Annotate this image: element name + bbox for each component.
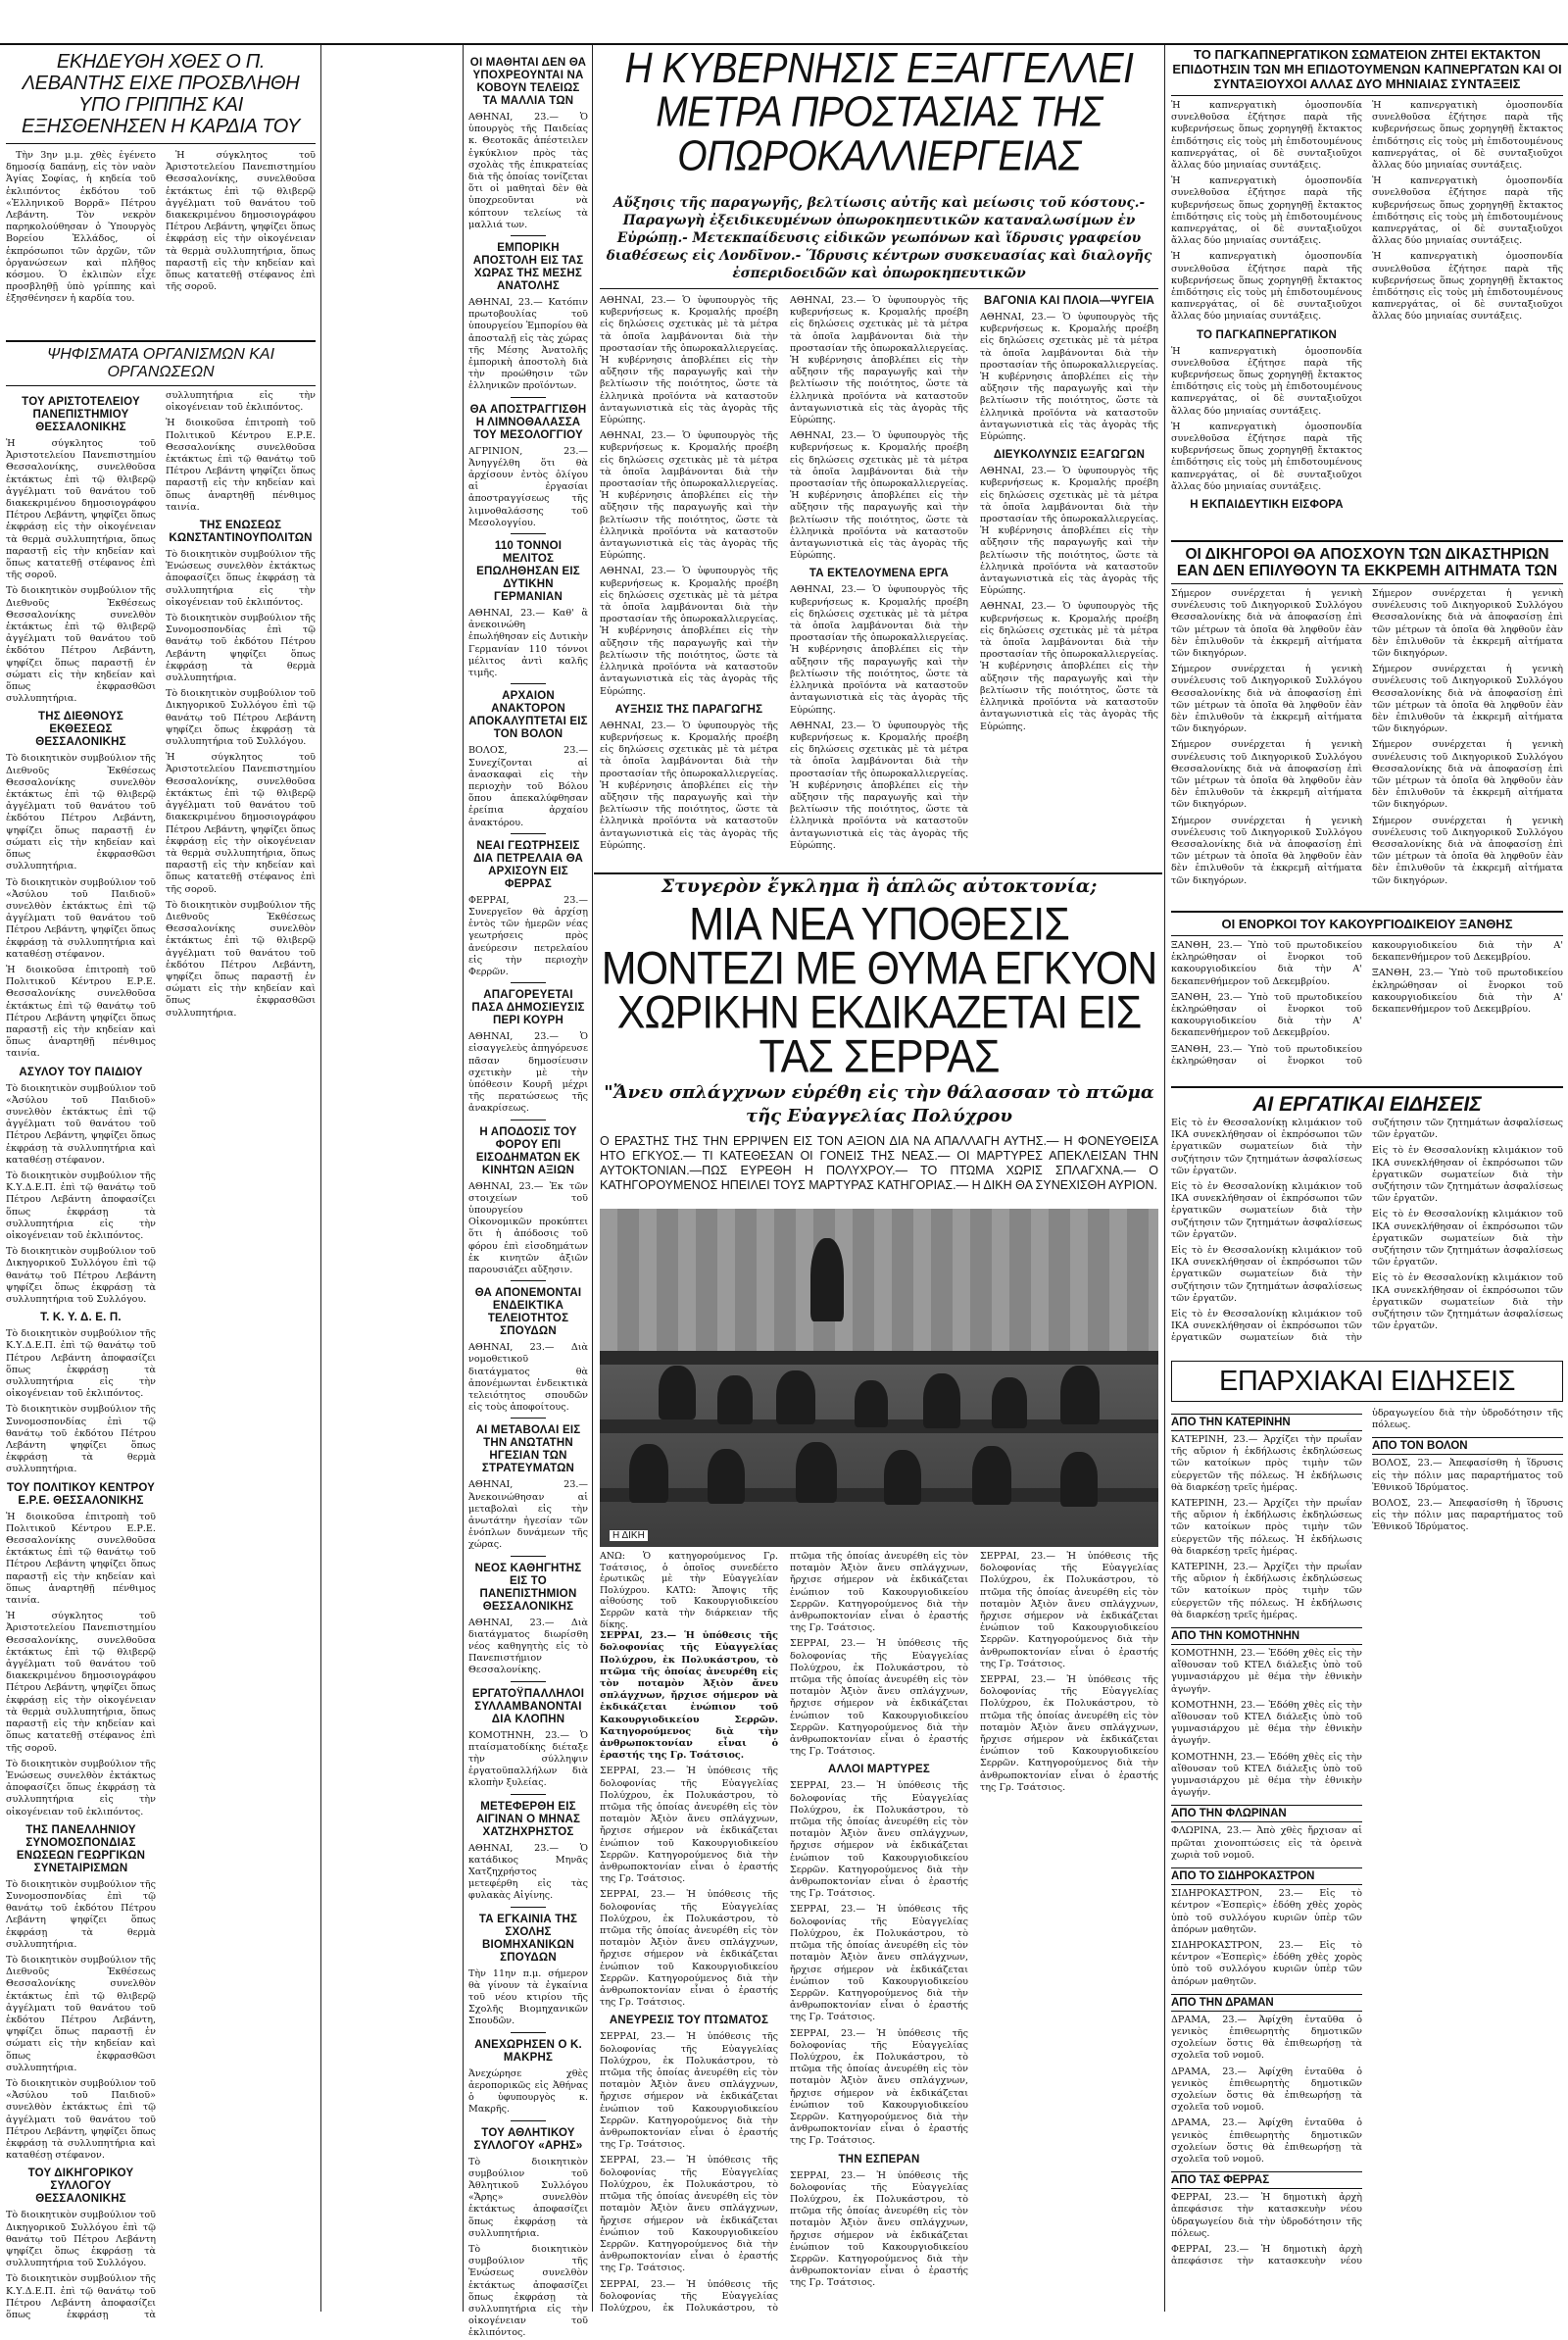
divider	[511, 2120, 547, 2121]
brief-text: ΑΘΗΝΑΙ, 23.— Καθ' ἃ ἀνεκοινώθη ἐπωλήθησαν εἰς Δυτικὴν Γερμανίαν 110 τόννοι μέλιτος ἀντὶ καλῆς τιμῆς.	[468, 608, 588, 679]
crime-paragraph: ΣΕΡΡΑΙ, 23.— Ἡ ὑπόθεσις τῆς δολοφονίας τῆς Εὐαγγελίας Πολύχρου, ἐκ Πολυκάστρου, τὸ πτῶμα τῆς ὁποίας ἀνευρέθη εἰς τὸν ποταμὸν Ἀξιὸν ἄνευ σπλάγχνων, ἤρχισε σήμερον νὰ ἐκδικάζεται ἐνώπιον τοῦ Κακουργιοδικείου Σερρῶν. Κατηγορούμενος διὰ τὴν ἀνθρωποκτονίαν εἶναι ὁ ἐραστής της Γρ. Τσάτσιος.	[790, 2027, 968, 2147]
region-head: ΑΠΟ ΤΑΣ ΦΕΡΡΑΣ	[1171, 2171, 1362, 2189]
lawyers-paragraph: Σήμερον συνέρχεται ἡ γενικὴ συνέλευσις τοῦ Δικηγορικοῦ Συλλόγου Θεσσαλονίκης διὰ νὰ ἀποφασίσῃ ἐπὶ τῶν μέτρων τὰ ὁποῖα θὰ ληφθοῦν ἐὰν δὲν ἐπιλυθοῦν τὰ ἐκκρεμῆ αἰτήματα τῶν δικηγόρων.	[1171, 588, 1362, 660]
crime-paragraph: ΣΕΡΡΑΙ, 23.— Ἡ ὑπόθεσις τῆς δολοφονίας τῆς Εὐαγγελίας Πολύχρου, ἐκ Πολυκάστρου, τὸ πτῶμα τῆς ὁποίας ἀνευρέθη εἰς τὸν ποταμὸν Ἀξιὸν ἄνευ σπλάγχνων, ἤρχισε σήμερον νὰ ἐκδικάζεται ἐνώπιον τοῦ Κακουργιοδικείου Σερρῶν. Κατηγορούμενος διὰ τὴν ἀνθρωποκτονίαν εἶναι ὁ ἐραστής της Γρ. Τσάτσιος.	[980, 1551, 1158, 1669]
column-rule	[463, 45, 464, 2312]
region-text: ΦΛΩΡΙΝΑ, 23.— Ἀπὸ χθὲς ἤρχισαν αἱ πρῶται χιονοπτώσεις εἰς τὰ ὀρεινὰ χωριὰ τοῦ νομοῦ.	[1171, 1825, 1362, 1861]
region-head: ΑΠΟ ΤΗΝ ΔΡΑΜΑΝ	[1171, 1994, 1362, 2012]
brief-head: ΝΕΟΣ ΚΑΘΗΓΗΤΗΣ ΕΙΣ ΤΟ ΠΑΝΕΠΙΣΤΗΜΙΟΝ ΘΕΣΣΑΛΟΝΙΚΗΣ	[474, 1562, 582, 1613]
lead-subhead: ΒΑΓΟΝΙΑ ΚΑΙ ΠΛΟΙΑ—ΨΥΓΕΙΑ	[984, 295, 1154, 307]
resolution-text: Τὸ διοικητικὸν συμβούλιον τοῦ Δικηγορικοῦ Συλλόγου ἐπὶ τῷ θανάτῳ τοῦ Πέτρου Λεβάντη ψηφίζει ὅπως ἐκφράσῃ τὰ συλλυπητήρια τοῦ Συλλόγου.	[6, 1246, 156, 1305]
brief-head: 110 ΤΟΝΝΟΙ ΜΕΛΙΤΟΣ ΕΠΩΛΗΘΗΣΑΝ ΕΙΣ ΔΥΤΙΚΗΝ ΓΕΡΜΑΝΙΑΝ	[476, 540, 580, 604]
lead-paragraph: ΑΘΗΝΑΙ, 23.— Ὁ ὑφυπουργὸς τῆς κυβερνήσεως κ. Κρομαλής προέβη εἰς δηλώσεις σχετικὰς μὲ τὰ μέτρα τὰ ὁποῖα λαμβάνονται διὰ τὴν προστασίαν τῆς ὀπωροκαλλιεργείας. Ἡ κυβέρνησις ἀποβλέπει εἰς τὴν αὔξησιν τῆς παραγωγῆς καὶ τὴν βελτίωσιν τῆς ποιότητος, ὥστε τὰ ἑλληνικὰ προϊόντα νὰ καταστοῦν ἀνταγωνιστικὰ εἰς τὰς ἀγορὰς τῆς Εὐρώπης.	[600, 720, 778, 851]
lead-body	[600, 295, 1158, 869]
labor-paragraph: Εἰς τὸ ἐν Θεσσαλονίκῃ κλιμάκιον τοῦ ΙΚΑ συνεκλήθησαν οἱ ἐκπρόσωποι τῶν ἐργατικῶν σωματείων διὰ τὴν συζήτησιν τῶν ζητημάτων ἀσφαλίσεως τῶν ἐργατῶν.	[1372, 1209, 1563, 1269]
divider	[511, 235, 547, 236]
resolution-text: Τὸ διοικητικὸν συμβούλιον τοῦ «Ἀσύλου τοῦ Παιδιοῦ» συνελθὸν ἐκτάκτως ἐπὶ τῷ ἀγγέλματι τοῦ θανάτου τοῦ Πέτρου Λεβάντη, ψηφίζει ὅπως ἐκφράσῃ τὰ συλλυπητήρια καὶ καταθέσῃ στέφανον.	[6, 1082, 156, 1166]
resolution-head: ΤΟΥ ΠΟΛΙΤΙΚΟΥ ΚΕΝΤΡΟΥ Ε.Ρ.Ε. ΘΕΣΣΑΛΟΝΙΚΗΣ	[6, 1481, 156, 1507]
photo-tag: Η ΔΙΚΗ	[610, 1530, 648, 1541]
labor-paragraph: Εἰς τὸ ἐν Θεσσαλονίκῃ κλιμάκιον τοῦ ΙΚΑ συνεκλήθησαν οἱ ἐκπρόσωποι τῶν ἐργατικῶν σωματείων διὰ τὴν συζήτησιν τῶν ζητημάτων ἀσφαλίσεως τῶν ἐργατῶν.	[1372, 1272, 1563, 1332]
brief-head: ΜΕΤΕΦΕΡΘΗ ΕΙΣ ΑΙΓΙΝΑΝ Ο ΜΗΝΑΣ ΧΑΤΖΗΧΡΗΣΤΟΣ	[475, 1800, 581, 1838]
labor-paragraph: Εἰς τὸ ἐν Θεσσαλονίκῃ κλιμάκιον τοῦ ΙΚΑ συνεκλήθησαν οἱ ἐκπρόσωποι τῶν ἐργατικῶν σωματείων διὰ τὴν συζήτησιν τῶν ζητημάτων ἀσφαλίσεως τῶν ἐργατῶν.	[1171, 1181, 1362, 1240]
resolution-head: ΤΗΣ ΕΝΩΣΕΩΣ ΚΩΝΣΤΑΝΤΙΝΟΥΠΟΛΙΤΩΝ	[169, 520, 313, 545]
resolution-text: Τὸ διοικητικὸν συμβούλιον τοῦ «Ἀσύλου τοῦ Παιδιοῦ» συνελθὸν ἐκτάκτως ἐπὶ τῷ ἀγγέλματι τοῦ θανάτου τοῦ Πέτρου Λεβάντη, ψηφίζει ὅπως ἐκφράσῃ τὰ συλλυπητήρια καὶ καταθέσῃ στέφανον.	[6, 2077, 156, 2162]
lawyers-body	[1171, 588, 1563, 907]
divider	[511, 982, 547, 983]
brief-item	[468, 540, 588, 679]
labor-paragraph: Εἰς τὸ ἐν Θεσσαλονίκῃ κλιμάκιον τοῦ ΙΚΑ συνεκλήθησαν οἱ ἐκπρόσωποι τῶν ἐργατικῶν σωματείων διὰ τὴν συζήτησιν τῶν ζητημάτων ἀσφαλίσεως τῶν ἐργατῶν.	[1171, 1118, 1362, 1176]
lawyers-paragraph: Σήμερον συνέρχεται ἡ γενικὴ συνέλευσις τοῦ Δικηγορικοῦ Συλλόγου Θεσσαλονίκης διὰ νὰ ἀποφασίσῃ ἐπὶ τῶν μέτρων τὰ ὁποῖα θὰ ληφθοῦν ἐὰν δὲν ἐπιλυθοῦν τὰ ἐκκρεμῆ αἰτήματα τῶν δικηγόρων.	[1171, 739, 1362, 811]
divider	[511, 2032, 547, 2033]
tobacco-paragraph: Ἡ καπνεργατικὴ ὁμοσπονδία συνελθοῦσα ἐζήτησε παρὰ τῆς κυβερνήσεως ὅπως χορηγηθῇ ἔκτακτος ἐπιδότησις εἰς τοὺς μὴ ἐπιδοτουμένους καπνεργάτας, οἱ δὲ συνταξιοῦχοι ἄλλας δύο μηνιαίας συντάξεις.	[1372, 175, 1563, 247]
divider	[511, 833, 547, 834]
brief-text: ΑΘΗΝΑΙ, 23.— Ὁ εἰσαγγελεὺς ἀπηγόρευσε πᾶσαν δημοσίευσιν σχετικὴν μὲ τὴν ὑπόθεσιν Κουρῆ μέχρι τῆς περατώσεως τῆς ἀνακρίσεως.	[468, 1031, 588, 1115]
lead-paragraph: ΑΘΗΝΑΙ, 23.— Ὁ ὑφυπουργὸς τῆς κυβερνήσεως κ. Κρομαλής προέβη εἰς δηλώσεις σχετικὰς μὲ τὰ μέτρα τὰ ὁποῖα λαμβάνονται διὰ τὴν προστασίαν τῆς ὀπωροκαλλιεργείας. Ἡ κυβέρνησις ἀποβλέπει εἰς τὴν αὔξησιν τῆς παραγωγῆς καὶ τὴν βελτίωσιν τῆς ποιότητος, ὥστε τὰ ἑλληνικὰ προϊόντα νὰ καταστοῦν ἀνταγωνιστικὰ εἰς τὰς ἀγορὰς τῆς Εὐρώπης.	[790, 430, 968, 562]
court-photo	[600, 1209, 1158, 1547]
region-text: ΚΑΤΕΡΙΝΗ, 23.— Ἀρχίζει τὴν πρωΐαν τῆς αὔριον ἡ ἐκδήλωσις ἐκδηλώσεως τῶν κατοίκων πρὸς τιμὴν τῶν εὐεργετῶν τῆς πόλεως. Ἡ ἐκδήλωσις θὰ διαρκέσῃ τρεῖς ἡμέρας.	[1171, 1434, 1362, 1493]
lawyers-paragraph: Σήμερον συνέρχεται ἡ γενικὴ συνέλευσις τοῦ Δικηγορικοῦ Συλλόγου Θεσσαλονίκης διὰ νὰ ἀποφασίσῃ ἐπὶ τῶν μέτρων τὰ ὁποῖα θὰ ληφθοῦν ἐὰν δὲν ἐπιλυθοῦν τὰ ἐκκρεμῆ αἰτήματα τῶν δικηγόρων.	[1171, 815, 1362, 886]
lawyers-paragraph: Σήμερον συνέρχεται ἡ γενικὴ συνέλευσις τοῦ Δικηγορικοῦ Συλλόγου Θεσσαλονίκης διὰ νὰ ἀποφασίσῃ ἐπὶ τῶν μέτρων τὰ ὁποῖα θὰ ληφθοῦν ἐὰν δὲν ἐπιλυθοῦν τὰ ἐκκρεμῆ αἰτήματα τῶν δικηγόρων.	[1171, 664, 1362, 735]
labor-paragraph: Εἰς τὸ ἐν Θεσσαλονίκῃ κλιμάκιον τοῦ ΙΚΑ συνεκλήθησαν οἱ ἐκπρόσωποι τῶν ἐργατικῶν σωματείων διὰ τὴν συζήτησιν τῶν ζητημάτων ἀσφαλίσεως τῶν ἐργατῶν.	[1372, 1145, 1563, 1205]
lawyers-paragraph: Σήμερον συνέρχεται ἡ γενικὴ συνέλευσις τοῦ Δικηγορικοῦ Συλλόγου Θεσσαλονίκης διὰ νὰ ἀποφασίσῃ ἐπὶ τῶν μέτρων τὰ ὁποῖα θὰ ληφθοῦν ἐὰν δὲν ἐπιλυθοῦν τὰ ἐκκρεμῆ αἰτήματα τῶν δικηγόρων.	[1372, 588, 1563, 660]
lawyers-headline: ΟΙ ΔΙΚΗΓΟΡΟΙ ΘΑ ΑΠΟΣΧΟΥΝ ΤΩΝ ΔΙΚΑΣΤΗΡΙΩΝ ΕΑΝ ΔΕΝ ΕΠΙΛΥΘΟΥΝ ΤΑ ΕΚΚΡΕΜΗ ΑΙΤΗΜΑΤΑ ΤΩΝ	[1176, 546, 1558, 579]
tobacco-body	[1171, 100, 1563, 536]
brief-text: ΑΘΗΝΑΙ, 23.— Διὰ νομοθετικοῦ διατάγματος θὰ ἀπονέμωνται ἐνδεικτικὰ τελειότητος σπουδῶν εἰς τοὺς ἀποφοίτους.	[468, 1342, 588, 1414]
divider	[1171, 583, 1563, 584]
lawyers-paragraph: Σήμερον συνέρχεται ἡ γενικὴ συνέλευσις τοῦ Δικηγορικοῦ Συλλόγου Θεσσαλονίκης διὰ νὰ ἀποφασίσῃ ἐπὶ τῶν μέτρων τὰ ὁποῖα θὰ ληφθοῦν ἐὰν δὲν ἐπιλυθοῦν τὰ ἐκκρεμῆ αἰτήματα τῶν δικηγόρων.	[1372, 664, 1563, 735]
lead-paragraph: Ἡ σύγκλητος τοῦ Ἀριστοτελείου Πανεπιστημίου Θεσσαλονίκης, συνελθοῦσα ἐκτάκτως ἐπὶ τῷ θλιβερῷ ἀγγέλματι τοῦ θανάτου τοῦ διακεκριμένου δημοσιογράφου Πέτρου Λεβάντη, ψηφίζει ὅπως ἐκφράσῃ εἰς τὴν οἰκογένειαν τὰ θερμὰ συλλυπητήρια, ὅπως παραστῇ εἰς τὴν κηδείαν καὶ ὅπως κατατεθῇ στέφανος ἐπὶ τῆς σοροῦ.	[166, 150, 316, 293]
brief-head: ΤΟΥ ΑΘΛΗΤΙΚΟΥ ΣΥΛΛΟΓΟΥ «ΑΡΗΣ»	[473, 2126, 583, 2152]
resolution-head: ΤΗΣ ΔΙΕΘΝΟΥΣ ΕΚΘΕΣΕΩΣ ΘΕΣΣΑΛΟΝΙΚΗΣ	[35, 711, 126, 749]
labor-paragraph: Εἰς τὸ ἐν Θεσσαλονίκῃ κλιμάκιον τοῦ ΙΚΑ συνεκλήθησαν οἱ ἐκπρόσωποι τῶν ἐργατικῶν σωματείων διὰ τὴν συζήτησιν τῶν ζητημάτων ἀσφαλίσεως τῶν ἐργατῶν.	[1171, 1118, 1563, 1344]
labor-paragraph: Εἰς τὸ ἐν Θεσσαλονίκῃ κλιμάκιον τοῦ ΙΚΑ συνεκλήθησαν οἱ ἐκπρόσωποι τῶν ἐργατικῶν σωματείων διὰ τὴν συζήτησιν τῶν ζητημάτων ἀσφαλίσεως τῶν ἐργατῶν.	[1171, 1245, 1362, 1304]
tobacco-paragraph: Ἡ καπνεργατικὴ ὁμοσπονδία συνελθοῦσα ἐζήτησε παρὰ τῆς κυβερνήσεως ὅπως χορηγηθῇ ἔκτακτος ἐπιδότησις εἰς τοὺς μὴ ἐπιδοτουμένους καπνεργάτας, οἱ δὲ συνταξιοῦχοι ἄλλας δύο μηνιαίας συντάξεις.	[1171, 251, 1362, 323]
brief-head: ΟΙ ΜΑΘΗΤΑΙ ΔΕΝ ΘΑ ΥΠΟΧΡΕΟΥΝΤΑΙ ΝΑ ΚΟΒΟΥΝ ΤΕΛΕΙΩΣ ΤΑ ΜΑΛΛΙΑ ΤΩΝ	[469, 57, 587, 107]
tobacco-paragraph: Ἡ καπνεργατικὴ ὁμοσπονδία συνελθοῦσα ἐζήτησε παρὰ τῆς κυβερνήσεως ὅπως χορηγηθῇ ἔκτακτος ἐπιδότησις εἰς τοὺς μὴ ἐπιδοτουμένους καπνεργάτας, οἱ δὲ συνταξιοῦχοι ἄλλας δύο μηνιαίας συντάξεις.	[1171, 345, 1362, 417]
lead-paragraph: ΑΘΗΝΑΙ, 23.— Ὁ ὑφυπουργὸς τῆς κυβερνήσεως κ. Κρομαλής προέβη εἰς δηλώσεις σχετικὰς μὲ τὰ μέτρα τὰ ὁποῖα λαμβάνονται διὰ τὴν προστασίαν τῆς ὀπωροκαλλιεργείας. Ἡ κυβέρνησις ἀποβλέπει εἰς τὴν αὔξησιν τῆς παραγωγῆς καὶ τὴν βελτίωσιν τῆς ποιότητος, ὥστε τὰ ἑλληνικὰ προϊόντα νὰ καταστοῦν ἀνταγωνιστικὰ εἰς τὰς ἀγορὰς τῆς Εὐρώπης.	[790, 584, 968, 716]
resolution-text: Τὸ διοικητικὸν συμβούλιον τῆς Ἑνώσεως συνελθὸν ἐκτάκτως ἀποφασίζει ὅπως ἐκφράσῃ τὰ συλλυπητήρια εἰς τὴν οἰκογένειαν τοῦ ἐκλιπόντος.	[6, 1758, 156, 1817]
crime-paragraph: ΣΕΡΡΑΙ, 23.— Ἡ ὑπόθεσις τῆς δολοφονίας τῆς Εὐαγγελίας Πολύχρου, ἐκ Πολυκάστρου, τὸ πτῶμα τῆς ὁποίας ἀνευρέθη εἰς τὸν ποταμὸν Ἀξιὸν ἄνευ σπλάγχνων, ἤρχισε σήμερον νὰ ἐκδικάζεται ἐνώπιον τοῦ Κακουργιοδικείου Σερρῶν. Κατηγορούμενος διὰ τὴν ἀνθρωποκτονίαν εἶναι ὁ ἐραστής της Γρ. Τσάτσιος.	[600, 2155, 778, 2274]
brief-head: ΤΑ ΕΓΚΑΙΝΙΑ ΤΗΣ ΣΧΟΛΗΣ ΒΙΟΜΗΧΑΝΙΚΩΝ ΣΠΟΥΔΩΝ	[478, 1913, 578, 1964]
crime-paragraph: ΣΕΡΡΑΙ, 23.— Ἡ ὑπόθεσις τῆς δολοφονίας τῆς Εὐαγγελίας Πολύχρου, ἐκ Πολυκάστρου, τὸ πτῶμα τῆς ὁποίας ἀνευρέθη εἰς τὸν ποταμὸν Ἀξιὸν ἄνευ σπλάγχνων, ἤρχισε σήμερον νὰ ἐκδικάζεται ἐνώπιον τοῦ Κακουργιοδικείου Σερρῶν. Κατηγορούμενος διὰ τὴν ἀνθρωποκτονίαν εἶναι ὁ ἐραστής της Γρ. Τσάτσιος.	[600, 2031, 778, 2151]
lead-subhead: ΔΙΕΥΚΟΛΥΝΣΙΣ ΕΞΑΓΩΓΩΝ	[993, 449, 1146, 462]
lead-paragraph: ΑΘΗΝΑΙ, 23.— Ὁ ὑφυπουργὸς τῆς κυβερνήσεως κ. Κρομαλής προέβη εἰς δηλώσεις σχετικὰς μὲ τὰ μέτρα τὰ ὁποῖα λαμβάνονται διὰ τὴν προστασίαν τῆς ὀπωροκαλλιεργείας. Ἡ κυβέρνησις ἀποβλέπει εἰς τὴν αὔξησιν τῆς παραγωγῆς καὶ τὴν βελτίωσιν τῆς ποιότητος, ὥστε τὰ ἑλληνικὰ προϊόντα νὰ καταστοῦν ἀνταγωνιστικὰ εἰς τὰς ἀγορὰς τῆς Εὐρώπης.	[980, 466, 1158, 597]
brief-item	[468, 2039, 588, 2116]
divider	[511, 1556, 547, 1557]
jurors-paragraph: ΞΑΝΘΗ, 23.— Ὑπὸ τοῦ πρωτοδικείου ἐκληρώθησαν οἱ ἔνορκοι τοῦ κακουργιοδικείου διὰ τὴν Α' δεκαπενθήμερον τοῦ Δεκεμβρίου.	[1171, 940, 1563, 1067]
resolutions-title: ΨΗΦΙΣΜΑΤΑ ΟΡΓΑΝΙΣΜΩΝ ΚΑΙ ΟΡΓΑΝΩΣΕΩΝ	[46, 346, 275, 380]
brief-text: ΑΘΗΝΑΙ, 23.— Ἀνεκοινώθησαν αἱ μεταβολαὶ εἰς τὴν ἀνωτάτην ἡγεσίαν τῶν ἐνόπλων δυνάμεων τῆς χώρας.	[468, 1479, 588, 1551]
tobacco-subhead: ΤΟ ΠΑΓΚΑΠΝΕΡΓΑΤΙΚΟΝ	[1196, 328, 1338, 341]
crime-paragraph: ΣΕΡΡΑΙ, 23.— Ἡ ὑπόθεσις τῆς δολοφονίας τῆς Εὐαγγελίας Πολύχρου, ἐκ Πολυκάστρου, τὸ πτῶμα τῆς ὁποίας ἀνευρέθη εἰς τὸν ποταμὸν Ἀξιὸν ἄνευ σπλάγχνων, ἤρχισε σήμερον νὰ ἐκδικάζεται ἐνώπιον τοῦ Κακουργιοδικείου Σερρῶν. Κατηγορούμενος διὰ τὴν ἀνθρωποκτονίαν εἶναι ὁ ἐραστής της Γρ. Τσάτσιος.	[980, 1674, 1158, 1793]
resolution-text: Τὸ διοικητικὸν συμβούλιον τῆς Διεθνοῦς Ἐκθέσεως Θεσσαλονίκης συνελθὸν ἐκτάκτως ἐπὶ τῷ θλιβερῷ ἀγγέλματι τοῦ θανάτου τοῦ ἐκδότου Πέτρου Λεβάντη, ψηφίζει ὅπως παραστῇ ἐν σώματι εἰς τὴν κηδείαν καὶ ὅπως ἐκφρασθῶσι συλλυπητήρια.	[6, 753, 156, 872]
crime-deck: Ο ΕΡΑΣΤΗΣ ΤΗΣ ΤΗΝ ΕΡΡΙΨΕΝ ΕΙΣ ΤΟΝ ΑΞΙΟΝ ΔΙΑ ΝΑ ΑΠΑΛΛΑΓΗ ΑΥΤΗΣ.— Η ΦΟΝΕΥΘΕΙΣΑ ΗΤΟ ΕΓΚΥΟΣ.— ΤΙ ΚΑΤΕΘΕΣΑΝ ΟΙ ΓΟΝΕΙΣ ΤΗΣ ΝΕΑΣ.— ΟΙ ΜΑΡΤΥΡΕΣ ΑΠΕΚΛΕΙΣΑΝ ΤΗΝ ΑΥΤΟΚΤΟΝΙΑΝ.—ΠΩΣ ΕΥΡΕΘΗ Η ΠΟΛΥΧΡΟΥ.— ΤΟ ΠΤΩΜΑ ΧΩΡΙΣ ΣΠΛΑΓΧΝΑ.— Ο ΚΑΤΗΓΟΡΟΥΜΕΝΟΣ ΗΠΕΙΛΕΙ ΤΟΥΣ ΜΑΡΤΥΡΑΣ ΚΑΤΗΓΟΡΙΑΣ.— Η ΔΙΚΗ ΘΑ ΣΥΝΕΧΙΣΘΗ ΑΥΡΙΟΝ.	[600, 1134, 1158, 1192]
jurors-paragraph: ΞΑΝΘΗ, 23.— Ὑπὸ τοῦ πρωτοδικείου ἐκληρώθησαν οἱ ἔνορκοι τοῦ κακουργιοδικείου διὰ τὴν Α' δεκαπενθήμερον τοῦ Δεκεμβρίου.	[1171, 940, 1362, 987]
resolution-head: ΤΗΣ ΠΑΝΕΛΛΗΝΙΟΥ ΣΥΝΟΜΟΣΠΟΝΔΙΑΣ ΕΝΩΣΕΩΝ ΓΕΩΡΓΙΚΩΝ ΣΥΝΕΤΑΙΡΙΣΜΩΝ	[16, 1823, 146, 1874]
resolution-text: Τὸ διοικητικὸν συμβούλιον τοῦ Δικηγορικοῦ Συλλόγου ἐπὶ τῷ θανάτῳ τοῦ Πέτρου Λεβάντη ψηφίζει ὅπως ἐκφράσῃ τὰ συλλυπητήρια τοῦ Συλλόγου.	[6, 2210, 156, 2269]
left-headline: ΕΚΗΔΕΥΘΗ ΧΘΕΣ Ο Π. ΛΕΒΑΝΤΗΣ ΕΙΧΕ ΠΡΟΣΒΛΗΘΗ ΥΠΟ ΓΡΙΠΠΗΣ ΚΑΙ ΕΞΗΣΘΕΝΗΣΕΝ Η ΚΑΡΔΙΑ ΤΟΥ	[22, 51, 300, 137]
lead-article	[600, 44, 1158, 871]
resolution-head: ΑΣΥΛΟΥ ΤΟΥ ΠΑΙΔΙΟΥ	[19, 1066, 143, 1078]
crime-paragraph: ΣΕΡΡΑΙ, 23.— Ἡ ὑπόθεσις τῆς δολοφονίας τῆς Εὐαγγελίας Πολύχρου, ἐκ Πολυκάστρου, τὸ πτῶμα τῆς ὁποίας ἀνευρέθη εἰς τὸν ποταμὸν Ἀξιὸν ἄνευ σπλάγχνων, ἤρχισε σήμερον νὰ ἐκδικάζεται ἐνώπιον τοῦ Κακουργιοδικείου Σερρῶν. Κατηγορούμενος διὰ τὴν ἀνθρωποκτονίαν εἶναι ὁ ἐραστής της Γρ. Τσάτσιος.	[790, 1780, 968, 1900]
lead-subhead: ΤΑ ΕΚΤΕΛΟΥΜΕΝΑ ΕΡΓΑ	[808, 568, 950, 580]
region-text: ΒΟΛΟΣ, 23.— Ἀπεφασίσθη ἡ ἵδρυσις εἰς τὴν πόλιν μας παραρτήματος τοῦ Ἐθνικοῦ Ἱδρύματος.	[1372, 1458, 1563, 1493]
brief-text: Τὴν 11ην π.μ. σήμερον θὰ γίνουν τὰ ἐγκαίνια τοῦ νέου κτιρίου τῆς Σχολῆς Βιομηχανικῶν Σπουδῶν.	[468, 1967, 588, 2027]
jurors-paragraph: ΞΑΝΘΗ, 23.— Ὑπὸ τοῦ πρωτοδικείου ἐκληρώθησαν οἱ ἔνορκοι τοῦ κακουργιοδικείου διὰ τὴν Α' δεκαπενθήμερον τοῦ Δεκεμβρίου.	[1372, 968, 1563, 1016]
tobacco-paragraph: Ἡ καπνεργατικὴ ὁμοσπονδία συνελθοῦσα ἐζήτησε παρὰ τῆς κυβερνήσεως ὅπως χορηγηθῇ ἔκτακτος ἐπιδότησις εἰς τοὺς μὴ ἐπιδοτουμένους καπνεργάτας, οἱ δὲ συνταξιοῦχοι ἄλλας δύο μηνιαίας συντάξεις.	[1372, 100, 1563, 172]
resolution-text: Τὸ διοικητικὸν συμβούλιον τῆς Ἑνώσεως συνελθὸν ἐκτάκτως ἀποφασίζει ὅπως ἐκφράσῃ τὰ συλλυπητήρια εἰς τὴν οἰκογένειαν τοῦ ἐκλιπόντος.	[166, 549, 316, 608]
region-text: ΦΕΡΡΑΙ, 23.— Ἡ δημοτικὴ ἀρχὴ ἀπεφάσισε τὴν κατασκευὴν νέου ὑδραγωγείου διὰ τὴν ὑδροδότησιν τῆς πόλεως.	[1171, 1408, 1563, 2267]
lead-headline: Η ΚΥΒΕΡΝΗΣΙΣ ΕΞΑΓΓΕΛΛΕΙ ΜΕΤΡΑ ΠΡΟΣΤΑΣΙΑΣ ΤΗΣ ΟΠΩΡΟΚΑΛΛΙΕΡΓΕΙΑΣ	[624, 44, 1134, 180]
jurors-paragraph: ΞΑΝΘΗ, 23.— Ὑπὸ τοῦ πρωτοδικείου ἐκληρώθησαν οἱ ἔνορκοι τοῦ κακουργιοδικείου διὰ τὴν Α' δεκαπενθήμερον τοῦ Δεκεμβρίου.	[1171, 991, 1362, 1039]
crime-subhead: ΑΝΕΥΡΕΣΙΣ ΤΟΥ ΠΤΩΜΑΤΟΣ	[609, 2015, 769, 2027]
left-lead-text	[6, 150, 316, 336]
divider	[1171, 95, 1563, 96]
brief-text: ΚΟΜΟΤΗΝΗ, 23.— Ὁ πταίσματοδίκης διέταξε τὴν σύλληψιν ἐργατοϋπαλλήλων διὰ κλοπὴν ξυλείας.	[468, 1729, 588, 1789]
brief-item	[468, 242, 588, 393]
province-body	[1171, 1408, 1563, 2270]
brief-text: ΑΘΗΝΑΙ, 23.— Κατόπιν πρωτοβουλίας τοῦ ὑπουργείου Ἐμπορίου θὰ ἀποσταλῇ εἰς τὰς χώρας τῆς Μέσης Ἀνατολῆς ἐμπορικὴ ἀποστολὴ διὰ τὴν προώθησιν τῶν ἑλληνικῶν προϊόντων.	[468, 297, 588, 392]
divider	[511, 1418, 547, 1419]
brief-text: ΑΘΗΝΑΙ, 23.— Ὁ κατάδικος Μηνᾶς Χατζηχρήστος μετεφέρθη εἰς τὰς φυλακὰς Αἰγίνης.	[468, 1842, 588, 1902]
brief-item	[468, 2127, 588, 2340]
crime-kicker: Στυγερὸν ἔγκλημα ἢ ἁπλῶς αὐτοκτονία;	[661, 875, 1098, 897]
resolution-item	[6, 1482, 156, 1818]
region-text: ΔΡΑΜΑ, 23.— Ἀφίχθη ἐνταῦθα ὁ γενικὸς ἐπιθεωρητὴς δημοτικῶν σχολείων ὅστις θὰ ἐπιθεωρήσῃ τὰ σχολεῖα τοῦ νομοῦ.	[1171, 2066, 1362, 2114]
brief-head: ΑΠΑΓΟΡΕΥΕΤΑΙ ΠΑΣΑ ΔΗΜΟΣΙΕΥΣΙΣ ΠΕΡΙ ΚΟΥΡΗ	[471, 989, 585, 1027]
lead-paragraph: ΑΘΗΝΑΙ, 23.— Ὁ ὑφυπουργὸς τῆς κυβερνήσεως κ. Κρομαλής προέβη εἰς δηλώσεις σχετικὰς μὲ τὰ μέτρα τὰ ὁποῖα λαμβάνονται διὰ τὴν προστασίαν τῆς ὀπωροκαλλιεργείας. Ἡ κυβέρνησις ἀποβλέπει εἰς τὴν αὔξησιν τῆς παραγωγῆς καὶ τὴν βελτίωσιν τῆς ποιότητος, ὥστε τὰ ἑλληνικὰ προϊόντα νὰ καταστοῦν ἀνταγωνιστικὰ εἰς τὰς ἀγορὰς τῆς Εὐρώπης.	[600, 430, 778, 562]
labor-headline: ΑΙ ΕΡΓΑΤΙΚΑΙ ΕΙΔΗΣΕΙΣ	[1252, 1093, 1482, 1116]
labor-body	[1171, 1118, 1563, 1353]
resolutions-list	[6, 390, 316, 2331]
region-head: ΑΠΟ ΤΟ ΣΙΔΗΡΟΚΑΣΤΡΟΝ	[1171, 1867, 1362, 1885]
brief-item	[468, 1801, 588, 1903]
brief-item	[468, 840, 588, 978]
brief-head: ΘΑ ΑΠΟΣΤΡΑΓΓΙΣΘΗ Η ΛΙΜΝΟΘΑΛΑΣΣΑ ΤΟΥ ΜΕΣΟΛΟΓΓΙΟΥ	[469, 403, 587, 441]
brief-item	[468, 1688, 588, 1790]
tobacco-headline: ΤΟ ΠΑΓΚΑΠΝΕΡΓΑΤΙΚΟΝ ΣΩΜΑΤΕΙΟΝ ΖΗΤΕΙ ΕΚΤΑΚΤΟΝ ΕΠΙΔΟΤΗΣΙΝ ΤΩΝ ΜΗ ΕΠΙΔΟΤΟΥΜΕΝΩΝ ΚΑΠΝΕΡΓΑΤΩΝ ΚΑΙ ΟΙ ΣΥΝΤΑΞΙΟΥΧΟΙ ΑΛΛΑΣ ΔΥΟ ΜΗΝΙΑΙΑΣ ΣΥΝΤΑΞΕΙΣ	[1172, 47, 1562, 91]
resolution-head: ΤΟΥ ΔΙΚΗΓΟΡΙΚΟΥ ΣΥΛΛΟΓΟΥ ΘΕΣΣΑΛΟΝΙΚΗΣ	[27, 2167, 134, 2206]
divider	[6, 385, 316, 386]
brief-item	[468, 1126, 588, 1277]
brief-head: ΘΑ ΑΠΟΝΕΜΟΝΤΑΙ ΕΝΔΕΙΚΤΙΚΑ ΤΕΛΕΙΟΤΗΤΟΣ ΣΠΟΥΔΩΝ	[474, 1287, 582, 1338]
column-rule	[320, 45, 321, 2312]
crime-paragraph: ΣΕΡΡΑΙ, 23.— Ἡ ὑπόθεσις τῆς δολοφονίας τῆς Εὐαγγελίας Πολύχρου, ἐκ Πολυκάστρου, τὸ πτῶμα τῆς ὁποίας ἀνευρέθη εἰς τὸν ποταμὸν Ἀξιὸν ἄνευ σπλάγχνων, ἤρχισε σήμερον νὰ ἐκδικάζεται ἐνώπιον τοῦ Κακουργιοδικείου Σερρῶν. Κατηγορούμενος διὰ τὴν ἀνθρωποκτονίαν εἶναι ὁ ἐραστής της Γρ. Τσάτσιος.	[600, 1766, 778, 1885]
tobacco-paragraph: Ἡ καπνεργατικὴ ὁμοσπονδία συνελθοῦσα ἐζήτησε παρὰ τῆς κυβερνήσεως ὅπως χορηγηθῇ ἔκτακτος ἐπιδότησις εἰς τοὺς μὴ ἐπιδοτουμένους καπνεργάτας, οἱ δὲ συνταξιοῦχοι ἄλλας δύο μηνιαίας συντάξεις.	[1372, 251, 1563, 323]
brief-item	[468, 989, 588, 1115]
resolution-item	[6, 1312, 156, 1475]
brief-head: ΕΡΓΑΤΟΫΠΑΛΛΗΛΟΙ ΣΥΛΛΑΜΒΑΝΟΝΤΑΙ ΔΙΑ ΚΛΟΠΗΝ	[471, 1687, 585, 1725]
resolution-item	[6, 1067, 156, 1307]
divider	[1171, 540, 1563, 542]
divider	[6, 143, 316, 144]
divider	[1171, 911, 1563, 913]
region-head: ΑΠΟ ΤΗΝ ΦΛΩΡΙΝΑΝ	[1171, 1805, 1362, 1822]
resolution-head: ΤΟΥ ΑΡΙΣΤΟΤΕΛΕΙΟΥ ΠΑΝΕΠΙΣΤΗΜΙΟΥ ΘΕΣΣΑΛΟΝΙΚΗΣ	[22, 396, 140, 433]
crime-paragraph: ΣΕΡΡΑΙ, 23.— Ἡ ὑπόθεσις τῆς δολοφονίας τῆς Εὐαγγελίας Πολύχρου, ἐκ Πολυκάστρου, τὸ πτῶμα τῆς ὁποίας ἀνευρέθη εἰς τὸν ποταμὸν Ἀξιὸν ἄνευ σπλάγχνων, ἤρχισε σήμερον νὰ ἐκδικάζεται ἐνώπιον τοῦ Κακουργιοδικείου Σερρῶν. Κατηγορούμενος διὰ τὴν ἀνθρωποκτονίαν εἶναι ὁ ἐραστής της Γρ. Τσάτσιος.	[790, 2169, 968, 2289]
lead-paragraph: ΑΘΗΝΑΙ, 23.— Ὁ ὑφυπουργὸς τῆς κυβερνήσεως κ. Κρομαλής προέβη εἰς δηλώσεις σχετικὰς μὲ τὰ μέτρα τὰ ὁποῖα λαμβάνονται διὰ τὴν προστασίαν τῆς ὀπωροκαλλιεργείας. Ἡ κυβέρνησις ἀποβλέπει εἰς τὴν αὔξησιν τῆς παραγωγῆς καὶ τὴν βελτίωσιν τῆς ποιότητος, ὥστε τὰ ἑλληνικὰ προϊόντα νὰ καταστοῦν ἀνταγωνιστικὰ εἰς τὰς ἀγορὰς τῆς Εὐρώπης.	[980, 601, 1158, 732]
crime-subhead: ΤΗΝ ΕΣΠΕΡΑΝ	[838, 2153, 920, 2166]
region-text: ΚΟΜΟΤΗΝΗ, 23.— Ἐδόθη χθὲς εἰς τὴν αἴθουσαν τοῦ ΚΤΕΛ διάλεξις ὑπὸ τοῦ γυμνασιάρχου μὲ θέμα τὴν ἐθνικὴν ἀγωγήν.	[1171, 1751, 1362, 1799]
brief-text: ΒΟΛΟΣ, 23.— Συνεχίζονται αἱ ἀνασκαφαὶ εἰς τὴν περιοχὴν τοῦ Βόλου ὅπου ἀπεκαλύφθησαν ἐρείπια ἀρχαίου ἀνακτόρου.	[468, 745, 588, 828]
brief-item	[468, 1563, 588, 1677]
brief-head: ΝΕΑΙ ΓΕΩΤΡΗΣΕΙΣ ΔΙΑ ΠΕΤΡΕΛΑΙΑ ΘΑ ΑΡΧΙΣΟΥΝ ΕΙΣ ΦΕΡΡΑΣ	[472, 839, 584, 890]
brief-text: ΑΘΗΝΑΙ, 23.— Ἐκ τῶν στοιχείων τοῦ ὑπουργείου Οἰκονομικῶν προκύπτει ὅτι ἡ ἀπόδοσις τοῦ φόρου ἐπὶ εἰσοδημάτων ἐκ κινητῶν ἀξιῶν παρουσιάζει αὔξησιν.	[468, 1180, 588, 1275]
brief-text: Τὸ διοικητικὸν συμβούλιον τῆς Ἑνώσεως συνελθὸν ἐκτάκτως ἀποφασίζει ὅπως ἐκφράσῃ τὰ συλλυπητήρια εἰς τὴν οἰκογένειαν τοῦ ἐκλιπόντος.	[468, 2243, 588, 2339]
crime-paragraph: ΣΕΡΡΑΙ, 23.— Ἡ ὑπόθεσις τῆς δολοφονίας τῆς Εὐαγγελίας Πολύχρου, ἐκ Πολυκάστρου, τὸ πτῶμα τῆς ὁποίας ἀνευρέθη εἰς τὸν ποταμὸν Ἀξιὸν ἄνευ σπλάγχνων, ἤρχισε σήμερον νὰ ἐκδικάζεται ἐνώπιον τοῦ Κακουργιοδικείου Σερρῶν. Κατηγορούμενος διὰ τὴν ἀνθρωποκτονίαν εἶναι ὁ ἐραστής της Γρ. Τσάτσιος.	[600, 1630, 778, 1762]
lead-paragraph: Τὴν 3ην μ.μ. χθὲς ἐγένετο δημοσίᾳ δαπάνῃ, εἰς τὸν ναὸν Ἁγίας Σοφίας, ἡ κηδεία τοῦ ἐκλιπόντος ἐκδότου τοῦ «Ἑλληνικοῦ Βορρᾶ» Πέτρου Λεβάντη. Τὸν νεκρὸν παρηκολούθησαν ὁ Ὑπουργὸς Βορείου Ἑλλάδος, οἱ ἐκπρόσωποι τῶν ἀρχῶν, τῶν ὀργανώσεων καὶ πλῆθος κόσμου. Ὁ ἐκλιπὼν εἶχε προσβληθῇ ὑπὸ γρίππης καὶ ἐξησθένησεν ἡ καρδία του.	[6, 150, 156, 305]
region-text: ΔΡΑΜΑ, 23.— Ἀφίχθη ἐνταῦθα ὁ γενικὸς ἐπιθεωρητὴς δημοτικῶν σχολείων ὅστις θὰ ἐπιθεωρήσῃ τὰ σχολεῖα τοῦ νομοῦ.	[1171, 2117, 1362, 2165]
brief-item	[468, 1914, 588, 2028]
region-text: ΚΑΤΕΡΙΝΗ, 23.— Ἀρχίζει τὴν πρωΐαν τῆς αὔριον ἡ ἐκδήλωσις ἐκδηλώσεως τῶν κατοίκων πρὸς τιμὴν τῶν εὐεργετῶν τῆς πόλεως. Ἡ ἐκδήλωσις θὰ διαρκέσῃ τρεῖς ἡμέρας.	[1171, 1562, 1362, 1620]
column-rule	[1164, 45, 1165, 2312]
tobacco-paragraph: Ἡ καπνεργατικὴ ὁμοσπονδία συνελθοῦσα ἐζήτησε παρὰ τῆς κυβερνήσεως ὅπως χορηγηθῇ ἔκτακτος ἐπιδότησις εἰς τοὺς μὴ ἐπιδοτουμένους καπνεργάτας, οἱ δὲ συνταξιοῦχοι ἄλλας δύο μηνιαίας συντάξεις.	[1171, 175, 1362, 247]
resolution-item	[6, 396, 156, 705]
crime-subhead: ΑΛΛΟΙ ΜΑΡΤΥΡΕΣ	[828, 1764, 930, 1776]
briefs-column	[468, 51, 588, 2339]
brief-item	[468, 57, 588, 231]
region-head: ΑΠΟ ΤΟΝ ΒΟΛΟΝ	[1372, 1437, 1563, 1455]
divider	[511, 1280, 547, 1281]
crime-paragraph: ΣΕΡΡΑΙ, 23.— Ἡ ὑπόθεσις τῆς δολοφονίας τῆς Εὐαγγελίας Πολύχρου, ἐκ Πολυκάστρου, τὸ πτῶμα τῆς ὁποίας ἀνευρέθη εἰς τὸν ποταμὸν Ἀξιὸν ἄνευ σπλάγχνων, ἤρχισε σήμερον νὰ ἐκδικάζεται ἐνώπιον τοῦ Κακουργιοδικείου Σερρῶν. Κατηγορούμενος διὰ τὴν ἀνθρωποκτονίαν εἶναι ὁ ἐραστής της Γρ. Τσάτσιος.	[600, 1551, 968, 2314]
brief-item	[468, 404, 588, 529]
divider	[594, 872, 1162, 874]
divider	[511, 1794, 547, 1795]
resolution-item	[166, 520, 316, 1020]
resolution-text: Τὸ διοικητικὸν συμβούλιον τῆς Κ.Υ.Δ.Ε.Π. ἐπὶ τῷ θανάτῳ τοῦ Πέτρου Λεβάντη ἀποφασίζει ὅπως ἐκφράσῃ τὰ συλλυπητήρια εἰς τὴν οἰκογένειαν τοῦ ἐκλιπόντος.	[6, 1170, 156, 1241]
region-text: ΦΕΡΡΑΙ, 23.— Ἡ δημοτικὴ ἀρχὴ ἀπεφάσισε τὴν κατασκευὴν νέου ὑδραγωγείου διὰ τὴν ὑδροδότησιν τῆς πόλεως.	[1171, 2192, 1362, 2239]
lead-subhead: ΑΥΞΗΣΙΣ ΤΗΣ ΠΑΡΑΓΩΓΗΣ	[614, 703, 763, 716]
resolution-item	[6, 711, 156, 1060]
brief-head: ΑΙ ΜΕΤΑΒΟΛΑΙ ΕΙΣ ΤΗΝ ΑΝΩΤΑΤΗΝ ΗΓΕΣΙΑΝ ΤΩΝ ΣΤΡΑΤΕΥΜΑΤΩΝ	[475, 1424, 581, 1475]
brief-text: ΑΓΡΙΝΙΟΝ, 23.— Ἀνηγγέλθη ὅτι θὰ ἀρχίσουν ἐντὸς ὀλίγου αἱ ἐργασίαι ἀποστραγγίσεως τῆς λιμνοθαλάσσης τοῦ Μεσολογγίου.	[468, 445, 588, 528]
resolution-text: Τὸ διοικητικὸν συμβούλιον τῆς Κ.Υ.Δ.Ε.Π. ἐπὶ τῷ θανάτῳ τοῦ Πέτρου Λεβάντη ἀποφασίζει ὅπως ἐκφράσῃ τὰ συλλυπητήρια εἰς τὴν οἰκογένειαν τοῦ ἐκλιπόντος.	[6, 390, 316, 2321]
brief-text: ΑΘΗΝΑΙ, 23.— Διὰ διατάγματος διωρίσθη νέος καθηγητὴς εἰς τὸ Πανεπιστήμιον Θεσσαλονίκης.	[468, 1617, 588, 1676]
region-text: ΚΑΤΕΡΙΝΗ, 23.— Ἀρχίζει τὴν πρωΐαν τῆς αὔριον ἡ ἐκδήλωσις ἐκδηλώσεως τῶν κατοίκων πρὸς τιμὴν τῶν εὐεργετῶν τῆς πόλεως. Ἡ ἐκδήλωσις θὰ διαρκέσῃ τρεῖς ἡμέρας.	[1171, 1498, 1362, 1557]
brief-item	[468, 1287, 588, 1414]
resolution-text: Τὸ διοικητικὸν συμβούλιον τῆς Κ.Υ.Δ.Ε.Π. ἐπὶ τῷ θανάτῳ τοῦ Πέτρου Λεβάντη ἀποφασίζει ὅπως ἐκφράσῃ τὰ συλλυπητήρια εἰς τὴν οἰκογένειαν τοῦ ἐκλιπόντος.	[6, 1328, 156, 1400]
resolution-text: Ἡ σύγκλητος τοῦ Ἀριστοτελείου Πανεπιστημίου Θεσσαλονίκης, συνελθοῦσα ἐκτάκτως ἐπὶ τῷ θλιβερῷ ἀγγέλματι τοῦ θανάτου τοῦ διακεκριμένου δημοσιογράφου Πέτρου Λεβάντη, ψηφίζει ὅπως ἐκφράσῃ εἰς τὴν οἰκογένειαν τὰ θερμὰ συλλυπητήρια, ὅπως παραστῇ εἰς τὴν κηδείαν καὶ ὅπως κατατεθῇ στέφανος ἐπὶ τῆς σοροῦ.	[6, 438, 156, 581]
province-banner	[1171, 1361, 1563, 1402]
brief-head: ΕΜΠΟΡΙΚΗ ΑΠΟΣΤΟΛΗ ΕΙΣ ΤΑΣ ΧΩΡΑΣ ΤΗΣ ΜΕΣΗΣ ΑΝΑΤΟΛΗΣ	[472, 242, 584, 293]
resolution-text: Ἡ σύγκλητος τοῦ Ἀριστοτελείου Πανεπιστημίου Θεσσαλονίκης, συνελθοῦσα ἐκτάκτως ἐπὶ τῷ θλιβερῷ ἀγγέλματι τοῦ θανάτου τοῦ διακεκριμένου δημοσιογράφου Πέτρου Λεβάντη, ψηφίζει ὅπως ἐκφράσῃ εἰς τὴν οἰκογένειαν τὰ θερμὰ συλλυπητήρια, ὅπως παραστῇ εἰς τὴν κηδείαν καὶ ὅπως κατατεθῇ στέφανος ἐπὶ τῆς σοροῦ.	[6, 1611, 156, 1754]
resolution-head: Τ. Κ. Υ. Δ. Ε. Π.	[40, 1312, 122, 1324]
crime-subtitle: "Ἄνευ σπλάγχνων εὑρέθη εἰς τὴν θάλασσαν τὸ πτῶμα τῆς Εὐαγγελίας Πολύχρου	[604, 1082, 1154, 1126]
divider	[511, 1907, 547, 1908]
lead-paragraph: ΑΘΗΝΑΙ, 23.— Ὁ ὑφυπουργὸς τῆς κυβερνήσεως κ. Κρομαλής προέβη εἰς δηλώσεις σχετικὰς μὲ τὰ μέτρα τὰ ὁποῖα λαμβάνονται διὰ τὴν προστασίαν τῆς ὀπωροκαλλιεργείας. Ἡ κυβέρνησις ἀποβλέπει εἰς τὴν αὔξησιν τῆς παραγωγῆς καὶ τὴν βελτίωσιν τῆς ποιότητος, ὥστε τὰ ἑλληνικὰ προϊόντα νὰ καταστοῦν ἀνταγωνιστικὰ εἰς τὰς ἀγορὰς τῆς Εὐρώπης.	[790, 295, 968, 426]
brief-head: ΑΡΧΑΙΟΝ ΑΝΑΚΤΟΡΟΝ ΑΠΟΚΑΛΥΠΤΕΤΑΙ ΕΙΣ ΤΟΝ ΒΟΛΟΝ	[468, 690, 588, 741]
lead-paragraph: ΑΘΗΝΑΙ, 23.— Ὁ ὑφυπουργὸς τῆς κυβερνήσεως κ. Κρομαλής προέβη εἰς δηλώσεις σχετικὰς μὲ τὰ μέτρα τὰ ὁποῖα λαμβάνονται διὰ τὴν προστασίαν τῆς ὀπωροκαλλιεργείας. Ἡ κυβέρνησις ἀποβλέπει εἰς τὴν αὔξησιν τῆς παραγωγῆς καὶ τὴν βελτίωσιν τῆς ποιότητος, ὥστε τὰ ἑλληνικὰ προϊόντα νὰ καταστοῦν ἀνταγωνιστικὰ εἰς τὰς ἀγορὰς τῆς Εὐρώπης.	[600, 295, 778, 426]
brief-item	[468, 1424, 588, 1551]
tobacco-subhead: Η ΕΚΠΑΙΔΕΥΤΙΚΗ ΕΙΣΦΟΡΑ	[1190, 499, 1344, 512]
crime-paragraph: ΣΕΡΡΑΙ, 23.— Ἡ ὑπόθεσις τῆς δολοφονίας τῆς Εὐαγγελίας Πολύχρου, ἐκ Πολυκάστρου, τὸ πτῶμα τῆς ὁποίας ἀνευρέθη εἰς τὸν ποταμὸν Ἀξιὸν ἄνευ σπλάγχνων, ἤρχισε σήμερον νὰ ἐκδικάζεται ἐνώπιον τοῦ Κακουργιοδικείου Σερρῶν. Κατηγορούμενος διὰ τὴν ἀνθρωποκτονίαν εἶναι ὁ ἐραστής της Γρ. Τσάτσιος.	[790, 1638, 968, 1758]
resolution-text: Τὸ διοικητικὸν συμβούλιον τῆς Συνομοσπονδίας ἐπὶ τῷ θανάτῳ τοῦ ἐκδότου Πέτρου Λεβάντη ψηφίζει ὅπως ἐκφράσῃ τὰ θερμὰ συλλυπητήρια.	[6, 1878, 156, 1950]
resolution-text: Ἡ διοικοῦσα ἐπιτροπὴ τοῦ Πολιτικοῦ Κέντρου Ε.Ρ.Ε. Θεσσαλονίκης συνελθοῦσα ἐκτάκτως ἐπὶ τῷ θανάτῳ τοῦ Πέτρου Λεβάντη ψηφίζει ὅπως παραστῇ εἰς τὴν κηδείαν καὶ ὅπως ἀναρτηθῇ πένθιμος ταινία.	[6, 1511, 156, 1607]
region-head: ΑΠΟ ΤΗΝ ΚΟΜΟΤΗΝΗΝ	[1171, 1627, 1362, 1645]
photo-caption: ΑΝΩ: Ὁ κατηγορούμενος Γρ. Τσάτσιος, ὁ ὁποῖος συνεδέετο ἐρωτικῶς μὲ τὴν Εὐαγγελίαν Πολύχρου. ΚΑΤΩ: Ἄποψις τῆς αἰθούσης τοῦ Κακουργιοδικείου Σερρῶν κατὰ τὴν διάρκειαν τῆς δίκης.	[600, 1551, 778, 1630]
divider	[600, 288, 1158, 289]
brief-head: Η ΑΠΟΔΟΣΙΣ ΤΟΥ ΦΟΡΟΥ ΕΠΙ ΕΙΣΟΔΗΜΑΤΩΝ ΕΚ ΚΙΝΗΤΩΝ ΑΞΙΩΝ	[475, 1125, 581, 1176]
tobacco-paragraph: Ἡ καπνεργατικὴ ὁμοσπονδία συνελθοῦσα ἐζήτησε παρὰ τῆς κυβερνήσεως ὅπως χορηγηθῇ ἔκτακτος ἐπιδότησις εἰς τοὺς μὴ ἐπιδοτουμένους καπνεργάτας, οἱ δὲ συνταξιοῦχοι ἄλλας δύο μηνιαίας συντάξεις.	[1171, 100, 1362, 172]
resolution-text: Ἡ σύγκλητος τοῦ Ἀριστοτελείου Πανεπιστημίου Θεσσαλονίκης, συνελθοῦσα ἐκτάκτως ἐπὶ τῷ θλιβερῷ ἀγγέλματι τοῦ θανάτου τοῦ διακεκριμένου δημοσιογράφου Πέτρου Λεβάντη, ψηφίζει ὅπως ἐκφράσῃ εἰς τὴν οἰκογένειαν τὰ θερμὰ συλλυπητήρια, ὅπως παραστῇ εἰς τὴν κηδείαν καὶ ὅπως κατατεθῇ στέφανος ἐπὶ τῆς σοροῦ.	[166, 752, 316, 895]
resolution-text: Τὸ διοικητικὸν συμβούλιον τῆς Συνομοσπονδίας ἐπὶ τῷ θανάτῳ τοῦ ἐκδότου Πέτρου Λεβάντη ψηφίζει ὅπως ἐκφράσῃ τὰ θερμὰ συλλυπητήρια.	[166, 613, 316, 684]
resolution-text: Τὸ διοικητικὸν συμβούλιον τοῦ «Ἀσύλου τοῦ Παιδιοῦ» συνελθὸν ἐκτάκτως ἐπὶ τῷ ἀγγέλματι τοῦ θανάτου τοῦ Πέτρου Λεβάντη, ψηφίζει ὅπως ἐκφράσῃ τὰ συλλυπητήρια καὶ καταθέσῃ στέφανον.	[6, 876, 156, 960]
brief-item	[468, 690, 588, 828]
crime-paragraph: ΣΕΡΡΑΙ, 23.— Ἡ ὑπόθεσις τῆς δολοφονίας τῆς Εὐαγγελίας Πολύχρου, ἐκ Πολυκάστρου, τὸ πτῶμα τῆς ὁποίας ἀνευρέθη εἰς τὸν ποταμὸν Ἀξιὸν ἄνευ σπλάγχνων, ἤρχισε σήμερον νὰ ἐκδικάζεται ἐνώπιον τοῦ Κακουργιοδικείου Σερρῶν. Κατηγορούμενος διὰ τὴν ἀνθρωποκτονίαν εἶναι ὁ ἐραστής της Γρ. Τσάτσιος.	[600, 1889, 778, 2009]
tobacco-paragraph: Ἡ καπνεργατικὴ ὁμοσπονδία συνελθοῦσα ἐζήτησε παρὰ τῆς κυβερνήσεως ὅπως χορηγηθῇ ἔκτακτος ἐπιδότησις εἰς τοὺς μὴ ἐπιδοτουμένους καπνεργάτας, οἱ δὲ συνταξιοῦχοι ἄλλας δύο μηνιαίας συντάξεις.	[1171, 421, 1362, 492]
brief-text: Ἀνεχώρησε χθὲς ἀεροπορικῶς εἰς Ἀθήνας ὁ ὑφυπουργὸς κ. Μακρῆς.	[468, 2067, 588, 2116]
divider	[6, 340, 316, 342]
brief-text: ΦΕΡΡΑΙ, 23.— Συνεργεῖον θὰ ἀρχίσῃ ἐντὸς τῶν ἡμερῶν νέας γεωτρήσεις πρὸς ἀνεύρεσιν πετρελαίου εἰς τὴν περιοχὴν Φερρῶν.	[468, 894, 588, 977]
brief-text: Τὸ διοικητικὸν συμβούλιον τοῦ Ἀθλητικοῦ Συλλόγου «Ἄρης» συνελθὸν ἐκτάκτως ἀποφασίζει ὅπως ἐκφράσῃ τὰ συλλυπητήρια.	[468, 2156, 588, 2239]
lawyers-paragraph: Σήμερον συνέρχεται ἡ γενικὴ συνέλευσις τοῦ Δικηγορικοῦ Συλλόγου Θεσσαλονίκης διὰ νὰ ἀποφασίσῃ ἐπὶ τῶν μέτρων τὰ ὁποῖα θὰ ληφθοῦν ἐὰν δὲν ἐπιλυθοῦν τὰ ἐκκρεμῆ αἰτήματα τῶν δικηγόρων.	[1372, 739, 1563, 811]
jurors-headline: ΟΙ ΕΝΟΡΚΟΙ ΤΟΥ ΚΑΚΟΥΡΓΙΟΔΙΚΕΙΟΥ ΞΑΝΘΗΣ	[1221, 917, 1513, 931]
divider	[511, 1681, 547, 1682]
column-rule	[592, 45, 593, 2312]
jurors-body	[1171, 940, 1563, 1082]
lead-deck: Αὔξησις τῆς παραγωγῆς, βελτίωσις αὐτῆς καὶ μείωσις τοῦ κόστους.- Παραγωγὴ ἐξειδικευμένων ὀπωροκηπευτικῶν καταναλωσίμων ἐν Εὐρώπῃ.- Μετεκπαίδευσις εἰδικῶν γεωπόνων καὶ ἵδρυσις γραφείου διαθέσεως εἰς Λονδῖνον.- Ἵδρυσις κέντρων συσκευασίας καὶ διαλογῆς ἐσπεριδοειδῶν καὶ ὀπωροκηπευτικῶν	[606, 195, 1152, 281]
divider	[511, 533, 547, 534]
crime-headline: ΜΙΑ ΝΕΑ ΥΠΟΘΕΣΙΣ ΜΟΝΤΕΖΙ ΜΕ ΘΥΜΑ ΕΓΚΥΟΝ ΧΩΡΙΚΗΝ ΕΚΔΙΚΑΖΕΤΑΙ ΕΙΣ ΤΑΣ ΣΕΡΡΑΣ	[601, 898, 1157, 1083]
lawyers-paragraph: Σήμερον συνέρχεται ἡ γενικὴ συνέλευσις τοῦ Δικηγορικοῦ Συλλόγου Θεσσαλονίκης διὰ νὰ ἀποφασίσῃ ἐπὶ τῶν μέτρων τὰ ὁποῖα θὰ ληφθοῦν ἐὰν δὲν ἐπιλυθοῦν τὰ ἐκκρεμῆ αἰτήματα τῶν δικηγόρων.	[1372, 815, 1563, 886]
resolution-text: Τὸ διοικητικὸν συμβούλιον τῆς Διεθνοῦς Ἐκθέσεως Θεσσαλονίκης συνελθὸν ἐκτάκτως ἐπὶ τῷ θλιβερῷ ἀγγέλματι τοῦ θανάτου τοῦ ἐκδότου Πέτρου Λεβάντη, ψηφίζει ὅπως παραστῇ ἐν σώματι εἰς τὴν κηδείαν καὶ ὅπως ἐκφρασθῶσι συλλυπητήρια.	[6, 585, 156, 705]
right-column	[1171, 47, 1563, 2315]
lead-paragraph: ΑΘΗΝΑΙ, 23.— Ὁ ὑφυπουργὸς τῆς κυβερνήσεως κ. Κρομαλής προέβη εἰς δηλώσεις σχετικὰς μὲ τὰ μέτρα τὰ ὁποῖα λαμβάνονται διὰ τὴν προστασίαν τῆς ὀπωροκαλλιεργείας. Ἡ κυβέρνησις ἀποβλέπει εἰς τὴν αὔξησιν τῆς παραγωγῆς καὶ τὴν βελτίωσιν τῆς ποιότητος, ὥστε τὰ ἑλληνικὰ προϊόντα νὰ καταστοῦν ἀνταγωνιστικὰ εἰς τὰς ἀγορὰς τῆς Εὐρώπης.	[600, 566, 778, 697]
crime-body	[600, 1551, 1158, 2315]
region-text: ΚΟΜΟΤΗΝΗ, 23.— Ἐδόθη χθὲς εἰς τὴν αἴθουσαν τοῦ ΚΤΕΛ διάλεξις ὑπὸ τοῦ γυμνασιάρχου μὲ θέμα τὴν ἐθνικὴν ἀγωγήν.	[1171, 1699, 1362, 1747]
crime-paragraph: ΣΕΡΡΑΙ, 23.— Ἡ ὑπόθεσις τῆς δολοφονίας τῆς Εὐαγγελίας Πολύχρου, ἐκ Πολυκάστρου, τὸ πτῶμα τῆς ὁποίας ἀνευρέθη εἰς τὸν ποταμὸν Ἀξιὸν ἄνευ σπλάγχνων, ἤρχισε σήμερον νὰ ἐκδικάζεται ἐνώπιον τοῦ Κακουργιοδικείου Σερρῶν. Κατηγορούμενος διὰ τὴν ἀνθρωποκτονίαν εἶναι ὁ ἐραστής της Γρ. Τσάτσιος.	[790, 1904, 968, 2023]
divider	[511, 397, 547, 398]
region-head: ΑΠΟ ΤΗΝ ΚΑΤΕΡΙΝΗΝ	[1171, 1414, 1362, 1431]
resolution-text: Τὸ διοικητικὸν συμβούλιον τῆς Διεθνοῦς Ἐκθέσεως Θεσσαλονίκης συνελθὸν ἐκτάκτως ἐπὶ τῷ θλιβερῷ ἀγγέλματι τοῦ θανάτου τοῦ ἐκδότου Πέτρου Λεβάντη, ψηφίζει ὅπως παραστῇ ἐν σώματι εἰς τὴν κηδείαν καὶ ὅπως ἐκφρασθῶσι συλλυπητήρια.	[166, 899, 316, 1019]
resolution-text: Ἡ διοικοῦσα ἐπιτροπὴ τοῦ Πολιτικοῦ Κέντρου Ε.Ρ.Ε. Θεσσαλονίκης συνελθοῦσα ἐκτάκτως ἐπὶ τῷ θανάτῳ τοῦ Πέτρου Λεβάντη ψηφίζει ὅπως παραστῇ εἰς τὴν κηδείαν καὶ ὅπως ἀναρτηθῇ πένθιμος ταινία.	[166, 418, 316, 513]
region-text: ΒΟΛΟΣ, 23.— Ἀπεφασίσθη ἡ ἵδρυσις εἰς τὴν πόλιν μας παραρτήματος τοῦ Ἐθνικοῦ Ἱδρύματος.	[1372, 1498, 1563, 1533]
region-text: ΣΙΔΗΡΟΚΑΣΤΡΟΝ, 23.— Εἰς τὸ κέντρον «Ἑσπερὶς» ἐδόθη χθὲς χορὸς ὑπὸ τοῦ συλλόγου κυριῶν ὑπὲρ τῶν ἀπόρων μαθητῶν.	[1171, 1888, 1362, 1935]
divider	[511, 683, 547, 684]
resolution-text: Τὸ διοικητικὸν συμβούλιον τοῦ Δικηγορικοῦ Συλλόγου ἐπὶ τῷ θανάτῳ τοῦ Πέτρου Λεβάντη ψηφίζει ὅπως ἐκφράσῃ τὰ συλλυπητήρια τοῦ Συλλόγου.	[166, 688, 316, 748]
region-text: ΚΟΜΟΤΗΝΗ, 23.— Ἐδόθη χθὲς εἰς τὴν αἴθουσαν τοῦ ΚΤΕΛ διάλεξις ὑπὸ τοῦ γυμνασιάρχου μὲ θέμα τὴν ἐθνικὴν ἀγωγήν.	[1171, 1648, 1362, 1695]
lead-paragraph: ΑΘΗΝΑΙ, 23.— Ὁ ὑφυπουργὸς τῆς κυβερνήσεως κ. Κρομαλής προέβη εἰς δηλώσεις σχετικὰς μὲ τὰ μέτρα τὰ ὁποῖα λαμβάνονται διὰ τὴν προστασίαν τῆς ὀπωροκαλλιεργείας. Ἡ κυβέρνησις ἀποβλέπει εἰς τὴν αὔξησιν τῆς παραγωγῆς καὶ τὴν βελτίωσιν τῆς ποιότητος, ὥστε τὰ ἑλληνικὰ προϊόντα νὰ καταστοῦν ἀνταγωνιστικὰ εἰς τὰς ἀγορὰς τῆς Εὐρώπης.	[980, 312, 1158, 443]
left-column	[6, 51, 316, 2321]
province-headline: ΕΠΑΡΧΙΑΚΑΙ ΕΙΔΗΣΕΙΣ	[1219, 1366, 1515, 1397]
region-text: ΣΙΔΗΡΟΚΑΣΤΡΟΝ, 23.— Εἰς τὸ κέντρον «Ἑσπερὶς» ἐδόθη χθὲς χορὸς ὑπὸ τοῦ συλλόγου κυριῶν ὑπὲρ τῶν ἀπόρων μαθητῶν.	[1171, 1939, 1362, 1987]
lead-paragraph: ΑΘΗΝΑΙ, 23.— Ὁ ὑφυπουργὸς τῆς κυβερνήσεως κ. Κρομαλής προέβη εἰς δηλώσεις σχετικὰς μὲ τὰ μέτρα τὰ ὁποῖα λαμβάνονται διὰ τὴν προστασίαν τῆς ὀπωροκαλλιεργείας. Ἡ κυβέρνησις ἀποβλέπει εἰς τὴν αὔξησιν τῆς παραγωγῆς καὶ τὴν βελτίωσιν τῆς ποιότητος, ὥστε τὰ ἑλληνικὰ προϊόντα νὰ καταστοῦν ἀνταγωνιστικὰ εἰς τὰς ἀγορὰς τῆς Εὐρώπης.	[790, 720, 968, 851]
brief-head: ΑΝΕΧΩΡΗΣΕΝ Ο Κ. ΜΑΚΡΗΣ	[474, 2038, 582, 2064]
resolution-text: Τὸ διοικητικὸν συμβούλιον τῆς Διεθνοῦς Ἐκθέσεως Θεσσαλονίκης συνελθὸν ἐκτάκτως ἐπὶ τῷ θλιβερῷ ἀγγέλματι τοῦ θανάτου τοῦ ἐκδότου Πέτρου Λεβάντη, ψηφίζει ὅπως παραστῇ ἐν σώματι εἰς τὴν κηδείαν καὶ ὅπως ἐκφρασθῶσι συλλυπητήρια.	[6, 1954, 156, 2073]
brief-text: ΑΘΗΝΑΙ, 23.— Ὁ ὑπουργὸς τῆς Παιδείας κ. Θεοτοκᾶς ἀπέστειλεν ἐγκύκλιον πρὸς τὰς σχολὰς τῆς ἐπικρατείας διὰ τῆς ὁποίας τονίζεται ὅτι οἱ μαθηταὶ δὲν θὰ ὑποχρεοῦνται νὰ κόπτουν τελείως τὰ μαλλιά των.	[468, 112, 588, 230]
divider	[1171, 935, 1563, 936]
resolution-text: Τὸ διοικητικὸν συμβούλιον τῆς Συνομοσπονδίας ἐπὶ τῷ θανάτῳ τοῦ ἐκδότου Πέτρου Λεβάντη ψηφίζει ὅπως ἐκφράσῃ τὰ θερμὰ συλλυπητήρια.	[6, 1404, 156, 1475]
resolution-item	[6, 1824, 156, 2163]
resolution-text: Ἡ διοικοῦσα ἐπιτροπὴ τοῦ Πολιτικοῦ Κέντρου Ε.Ρ.Ε. Θεσσαλονίκης συνελθοῦσα ἐκτάκτως ἐπὶ τῷ θανάτῳ τοῦ Πέτρου Λεβάντη ψηφίζει ὅπως παραστῇ εἰς τὴν κηδείαν καὶ ὅπως ἀναρτηθῇ πένθιμος ταινία.	[6, 964, 156, 1060]
divider	[1171, 1086, 1563, 1088]
region-text: ΔΡΑΜΑ, 23.— Ἀφίχθη ἐνταῦθα ὁ γενικὸς ἐπιθεωρητὴς δημοτικῶν σχολείων ὅστις θὰ ἐπιθεωρήσῃ τὰ σχολεῖα τοῦ νομοῦ.	[1171, 2014, 1362, 2062]
